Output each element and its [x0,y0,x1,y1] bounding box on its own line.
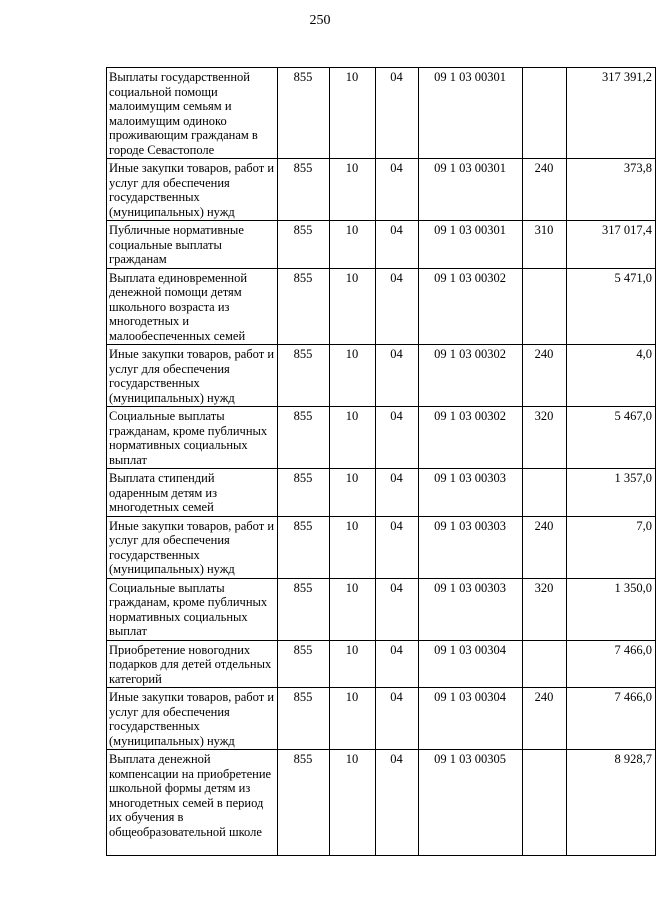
cell-ministry-code: 855 [278,268,330,345]
cell-section-code: 10 [330,345,376,407]
cell-expense-type [523,750,567,856]
cell-section-code: 10 [330,159,376,221]
budget-table-body [107,68,656,856]
cell-name: Социальные выплаты гражданам, кроме публичных нормативных социальных выплат [107,578,278,640]
cell-ministry-code: 855 [278,221,330,269]
cell-expense-type [523,68,567,159]
cell-name: Выплата стипендий одаренным детям из многодетных семей [107,469,278,517]
cell-expense-type [523,469,567,517]
cell-ministry-code: 855 [278,159,330,221]
cell-target-article: 09 1 03 00303 [419,516,523,578]
table-row [107,640,656,688]
table-row [107,516,656,578]
cell-amount: 317 391,2 [567,68,656,159]
cell-target-article: 09 1 03 00301 [419,68,523,159]
cell-section-code: 10 [330,469,376,517]
cell-target-article: 09 1 03 00304 [419,640,523,688]
cell-section-code: 10 [330,407,376,469]
cell-target-article: 09 1 03 00301 [419,221,523,269]
table-row [107,345,656,407]
cell-name: Выплата единовременной денежной помощи детям школьного возраста из многодетных и малообеспеченных семей [107,268,278,345]
cell-amount: 317 017,4 [567,221,656,269]
cell-ministry-code: 855 [278,750,330,856]
cell-name: Иные закупки товаров, работ и услуг для обеспечения государственных (муниципальных) нужд [107,345,278,407]
cell-subsection-code: 04 [376,345,419,407]
table-row [107,68,656,159]
cell-name: Выплата денежной компенсации на приобретение школьной формы детям из многодетных семей в период их обучения в общеобразовательной школе [107,750,278,856]
cell-ministry-code: 855 [278,469,330,517]
cell-section-code: 10 [330,578,376,640]
page-number: 250 [309,13,331,28]
cell-name: Социальные выплаты гражданам, кроме публичных нормативных социальных выплат [107,407,278,469]
cell-subsection-code: 04 [376,750,419,856]
cell-target-article: 09 1 03 00302 [419,268,523,345]
cell-subsection-code: 04 [376,268,419,345]
table-row [107,688,656,750]
cell-section-code: 10 [330,221,376,269]
cell-ministry-code: 855 [278,68,330,159]
cell-subsection-code: 04 [376,578,419,640]
cell-name: Иные закупки товаров, работ и услуг для обеспечения государственных (муниципальных) нужд [107,688,278,750]
cell-name: Приобретение новогодних подарков для детей отдельных категорий [107,640,278,688]
table-row [107,750,656,856]
cell-target-article: 09 1 03 00302 [419,407,523,469]
cell-expense-type: 320 [523,578,567,640]
cell-subsection-code: 04 [376,68,419,159]
cell-section-code: 10 [330,750,376,856]
cell-expense-type: 240 [523,159,567,221]
cell-subsection-code: 04 [376,407,419,469]
cell-subsection-code: 04 [376,516,419,578]
cell-expense-type: 320 [523,407,567,469]
cell-section-code: 10 [330,68,376,159]
cell-target-article: 09 1 03 00304 [419,688,523,750]
cell-expense-type: 240 [523,345,567,407]
cell-amount: 1 357,0 [567,469,656,517]
cell-expense-type: 310 [523,221,567,269]
cell-amount: 7 466,0 [567,640,656,688]
table-row [107,469,656,517]
cell-ministry-code: 855 [278,578,330,640]
cell-amount: 373,8 [567,159,656,221]
cell-ministry-code: 855 [278,688,330,750]
cell-amount: 7 466,0 [567,688,656,750]
cell-amount: 7,0 [567,516,656,578]
cell-expense-type: 240 [523,516,567,578]
cell-subsection-code: 04 [376,469,419,517]
cell-name: Публичные нормативные социальные выплаты гражданам [107,221,278,269]
table-row [107,578,656,640]
table-row [107,159,656,221]
cell-name: Выплаты государственной социальной помощи малоимущим семьям и малоимущим одиноко проживающим гражданам в городе Севастополе [107,68,278,159]
cell-target-article: 09 1 03 00301 [419,159,523,221]
table-row [107,221,656,269]
cell-amount: 8 928,7 [567,750,656,856]
table-row [107,407,656,469]
cell-ministry-code: 855 [278,516,330,578]
cell-amount: 5 471,0 [567,268,656,345]
cell-amount: 4,0 [567,345,656,407]
cell-expense-type [523,268,567,345]
cell-name: Иные закупки товаров, работ и услуг для обеспечения государственных (муниципальных) нужд [107,516,278,578]
cell-ministry-code: 855 [278,345,330,407]
cell-subsection-code: 04 [376,688,419,750]
cell-subsection-code: 04 [376,221,419,269]
cell-target-article: 09 1 03 00303 [419,578,523,640]
cell-target-article: 09 1 03 00303 [419,469,523,517]
cell-amount: 1 350,0 [567,578,656,640]
table-row [107,268,656,345]
cell-subsection-code: 04 [376,640,419,688]
budget-table [106,67,656,856]
cell-expense-type: 240 [523,688,567,750]
cell-expense-type [523,640,567,688]
cell-name: Иные закупки товаров, работ и услуг для обеспечения государственных (муниципальных) нужд [107,159,278,221]
cell-subsection-code: 04 [376,159,419,221]
cell-target-article: 09 1 03 00305 [419,750,523,856]
cell-section-code: 10 [330,268,376,345]
cell-ministry-code: 855 [278,640,330,688]
cell-section-code: 10 [330,516,376,578]
cell-target-article: 09 1 03 00302 [419,345,523,407]
cell-ministry-code: 855 [278,407,330,469]
cell-amount: 5 467,0 [567,407,656,469]
cell-section-code: 10 [330,640,376,688]
cell-section-code: 10 [330,688,376,750]
